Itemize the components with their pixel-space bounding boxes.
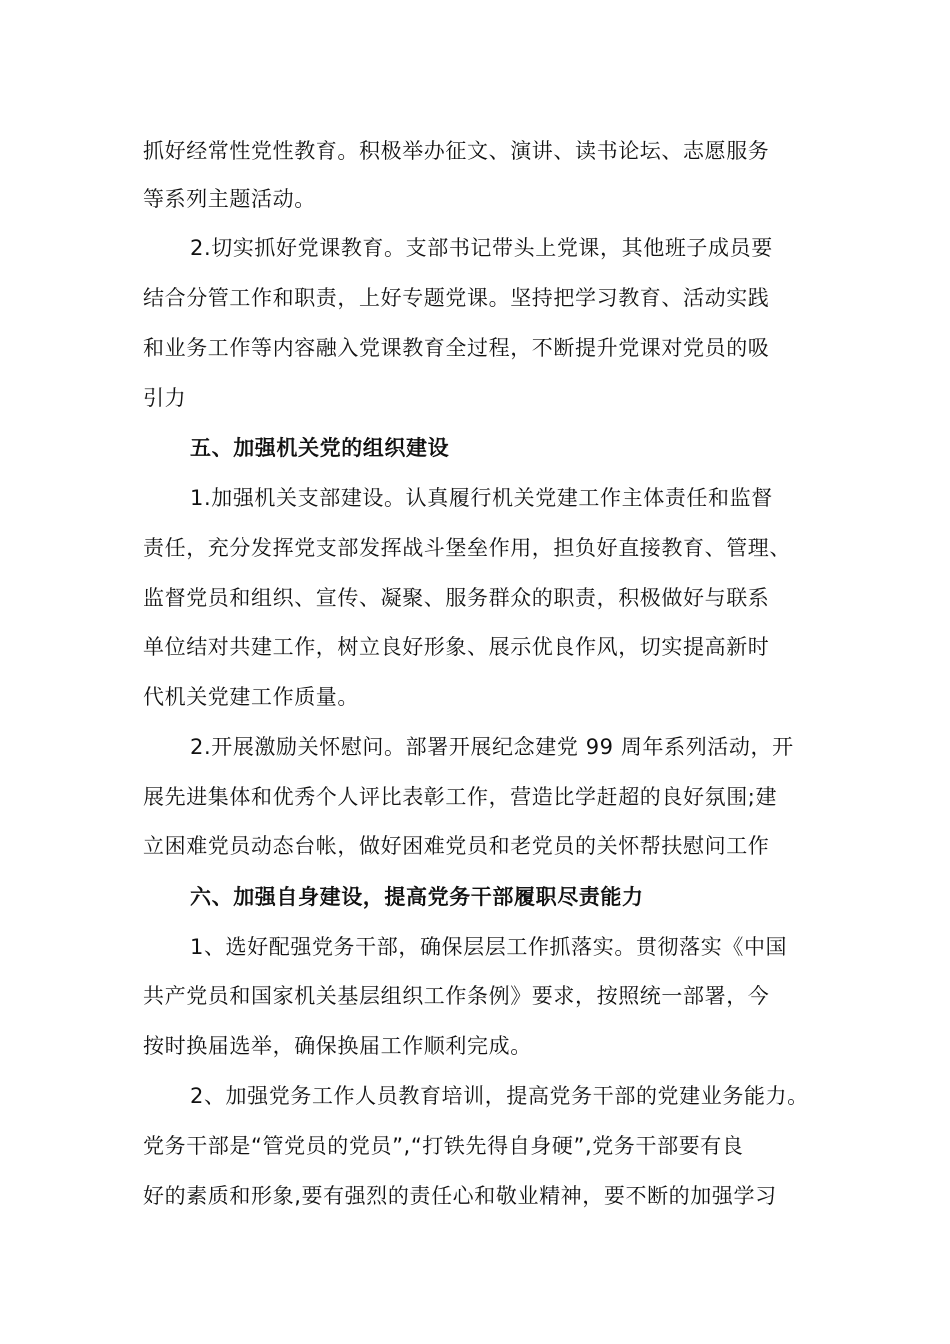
paragraph-line: 代机关党建工作质量。 (143, 685, 359, 709)
paragraph-line: 监督党员和组织、宣传、凝聚、服务群众的职责，积极做好与联系 (143, 586, 770, 610)
paragraph-line: 党务干部是“管党员的党员”,“打铁先得自身硬”,党务干部要有良 (143, 1134, 744, 1158)
paragraph-line: 和业务工作等内容融入党课教育全过程，不断提升党课对党员的吸 (143, 336, 770, 360)
paragraph-line: 2、加强党务工作人员教育培训，提高党务干部的党建业务能力。 (190, 1084, 809, 1108)
section-heading: 六、加强自身建设，提高党务干部履职尽责能力 (190, 885, 644, 909)
paragraph-line: 2.开展激励关怀慰问。部署开展纪念建党 99 周年系列活动，开 (190, 735, 794, 759)
section-heading: 五、加强机关党的组织建设 (190, 436, 450, 460)
paragraph-line: 抓好经常性党性教育。积极举办征文、演讲、读书论坛、志愿服务 (143, 139, 770, 163)
paragraph-line: 2.切实抓好党课教育。支部书记带头上党课，其他班子成员要 (190, 236, 773, 260)
paragraph-line: 1.加强机关支部建设。认真履行机关党建工作主体责任和监督 (190, 486, 773, 510)
paragraph-line: 1、选好配强党务干部，确保层层工作抓落实。贯彻落实《中国 (190, 935, 788, 959)
paragraph-line: 展先进集体和优秀个人评比表彰工作，营造比学赶超的良好氛围;建 (143, 785, 778, 809)
paragraph-line: 共产党员和国家机关基层组织工作条例》要求，按照统一部署，今 (143, 984, 770, 1008)
paragraph-line: 引力 (143, 386, 187, 410)
paragraph-line: 结合分管工作和职责，上好专题党课。坚持把学习教育、活动实践 (143, 286, 770, 310)
paragraph-line: 责任，充分发挥党支部发挥战斗堡垒作用，担负好直接教育、管理、 (143, 536, 791, 560)
paragraph-line: 单位结对共建工作，树立良好形象、展示优良作风，切实提高新时 (143, 635, 770, 659)
paragraph-line: 立困难党员动态台帐，做好困难党员和老党员的关怀帮扶慰问工作 (143, 834, 770, 858)
paragraph-line: 等系列主题活动。 (143, 187, 316, 211)
paragraph-line: 按时换届选举，确保换届工作顺利完成。 (143, 1034, 532, 1058)
paragraph-line: 好的素质和形象,要有强烈的责任心和敬业精神，要不断的加强学习 (143, 1184, 777, 1208)
